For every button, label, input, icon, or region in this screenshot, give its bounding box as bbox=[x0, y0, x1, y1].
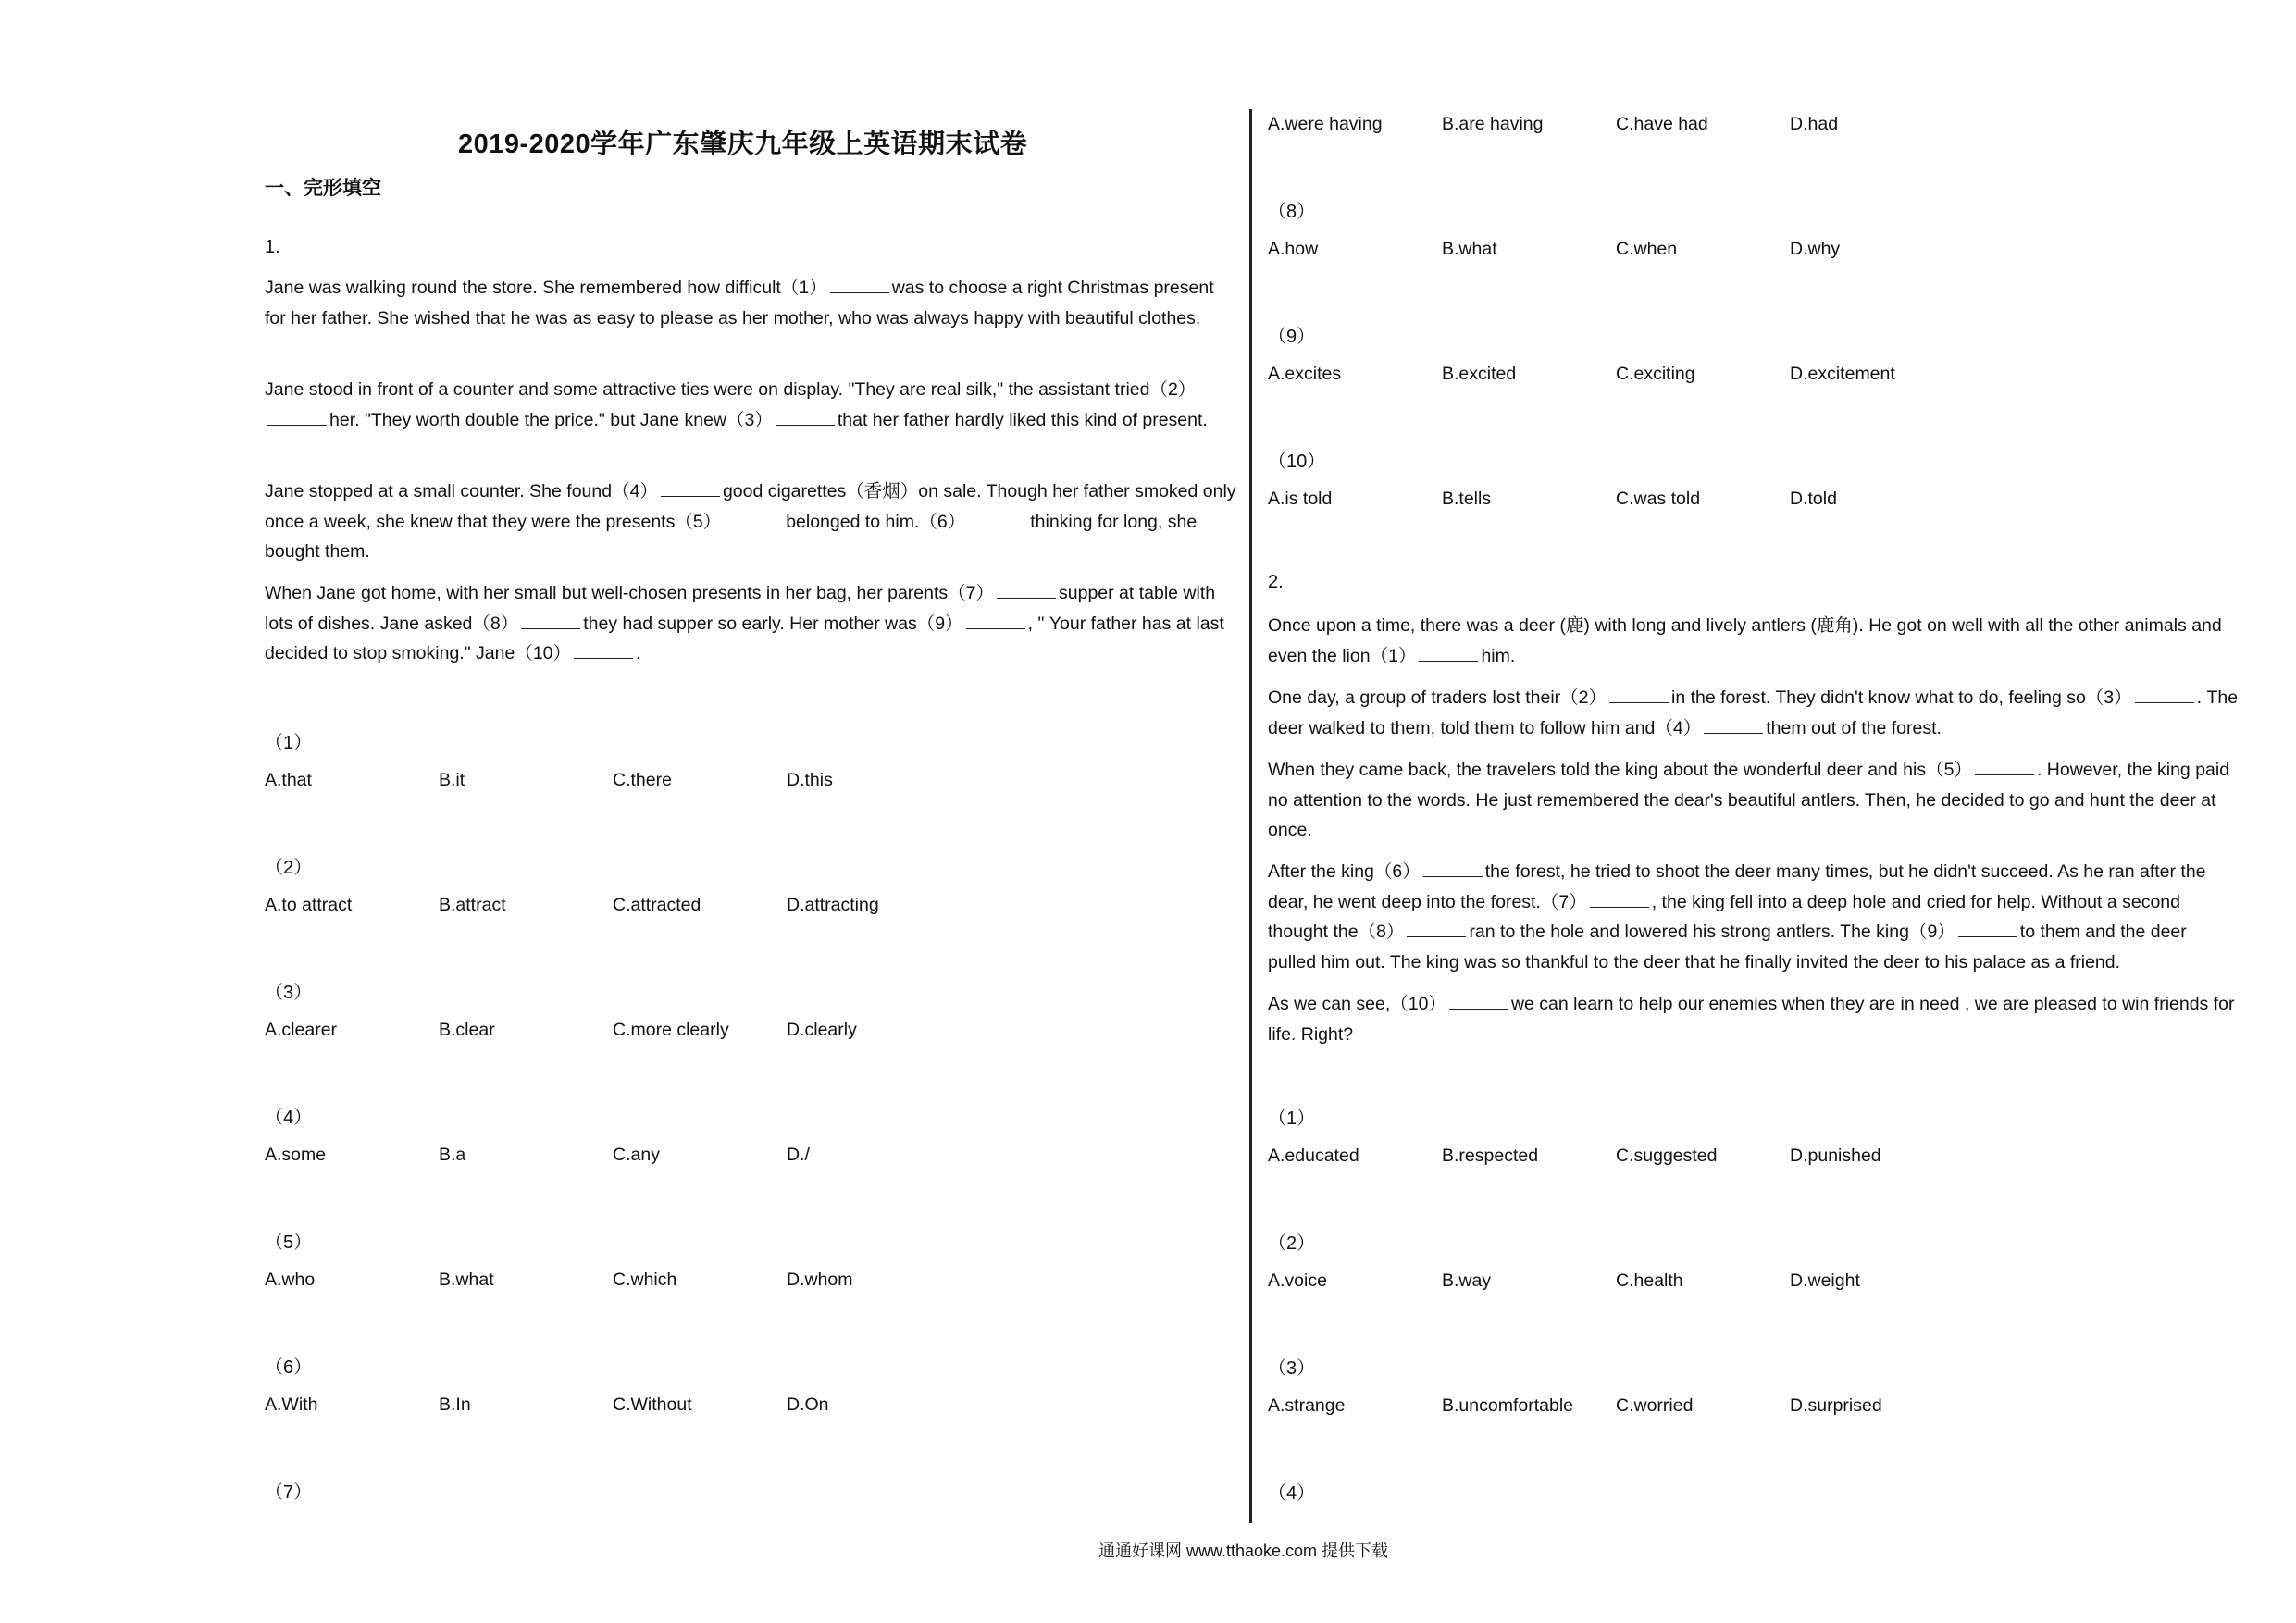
option-c[interactable]: C.which bbox=[613, 1270, 677, 1290]
option-b[interactable]: B.tells bbox=[1442, 489, 1492, 509]
option-a[interactable]: A.to attract bbox=[265, 895, 353, 915]
subquestion-label: （2） bbox=[1268, 1233, 1316, 1254]
subquestion-label: （6） bbox=[265, 1357, 313, 1378]
answer-blank bbox=[1704, 716, 1763, 734]
option-d[interactable]: D.why bbox=[1790, 239, 1841, 259]
option-c[interactable]: C.attracted bbox=[613, 895, 701, 915]
subquestion-label: （9） bbox=[1268, 327, 1316, 347]
answer-blank bbox=[1609, 686, 1669, 703]
answer-blank bbox=[1975, 758, 2034, 775]
subquestion-label: （4） bbox=[1268, 1483, 1316, 1504]
answer-blank bbox=[776, 408, 835, 426]
option-b[interactable]: B.excited bbox=[1442, 364, 1517, 384]
page-footer: 通通好课网 www.tthaoke.com 提供下载 bbox=[1098, 1542, 1389, 1560]
option-a[interactable]: A.strange bbox=[1268, 1395, 1346, 1416]
answer-blank bbox=[661, 479, 720, 497]
option-d[interactable]: D.weight bbox=[1790, 1270, 1860, 1291]
answer-blank bbox=[267, 408, 327, 426]
question-number: 1. bbox=[265, 237, 280, 257]
option-b[interactable]: B.In bbox=[439, 1394, 471, 1415]
option-a[interactable]: A.With bbox=[265, 1394, 318, 1415]
option-d[interactable]: D.On bbox=[787, 1394, 829, 1415]
option-d[interactable]: D.punished bbox=[1790, 1146, 1881, 1166]
option-b[interactable]: B.attract bbox=[439, 895, 506, 915]
page-title: 2019-2020学年广东肇庆九年级上英语期末试卷 bbox=[458, 130, 1028, 159]
subquestion-label: （10） bbox=[1268, 452, 1326, 472]
answer-blank bbox=[1407, 920, 1466, 937]
column-divider bbox=[1249, 109, 1252, 1523]
subquestion-label: （4） bbox=[265, 1108, 313, 1128]
option-a[interactable]: A.is told bbox=[1268, 489, 1333, 509]
subquestion-label: （5） bbox=[265, 1233, 313, 1253]
passage-paragraph: Jane stopped at a small counter. She found（4） good cigarettes（香烟）on sale. Though her father smoked only once a week, she knew that they were the presents（5） belonged to him.（6） thinking for long, she bought them. bbox=[265, 481, 1236, 562]
subquestion-label: （3） bbox=[265, 983, 313, 1003]
passage-paragraph: One day, a group of traders lost their（2） in the forest. They didn't know what to do, feeling so（3） . The deer walked to them, told them to follow him and（4） them out of the forest. bbox=[1268, 688, 2239, 738]
passage-paragraph: Jane stood in front of a counter and some attractive ties were on display. "They are real silk," the assistant tried（2）her. "They worth double the price." but Jane knew（3） that her father hardly liked this kind of present. bbox=[265, 379, 1208, 430]
passage-paragraph: As we can see,（10） we can learn to help our enemies when they are in need , we are pleased to win friends for life. Right? bbox=[1268, 994, 2235, 1045]
option-d[interactable]: D.this bbox=[787, 770, 833, 790]
answer-blank bbox=[968, 510, 1027, 527]
option-d[interactable]: D.excitement bbox=[1790, 364, 1895, 384]
answer-blank bbox=[2135, 686, 2194, 703]
option-d[interactable]: D.attracting bbox=[787, 895, 879, 915]
option-b[interactable]: B.uncomfortable bbox=[1442, 1395, 1573, 1416]
option-d[interactable]: D.surprised bbox=[1790, 1395, 1882, 1416]
option-c[interactable]: C.health bbox=[1616, 1270, 1683, 1291]
subquestion-label: （8） bbox=[1268, 202, 1316, 222]
option-a[interactable]: A.voice bbox=[1268, 1270, 1327, 1291]
passage-paragraph: Once upon a time, there was a deer (鹿) with long and lively antlers (鹿角). He got on well with all the other animals and even the lion（1） him. bbox=[1268, 615, 2222, 666]
passage-paragraph: Jane was walking round the store. She remembered how difficult（1） was to choose a right Christmas present for her father. She wished that he was as easy to please as her mother, who was always happy with beautiful clothes. bbox=[265, 278, 1214, 328]
option-b[interactable]: B.what bbox=[1442, 239, 1497, 259]
option-c[interactable]: C.any bbox=[613, 1145, 660, 1165]
subquestion-label: （1） bbox=[1268, 1109, 1316, 1129]
answer-blank bbox=[966, 612, 1025, 629]
option-b[interactable]: B.respected bbox=[1442, 1146, 1539, 1166]
subquestion-label: （2） bbox=[265, 858, 313, 878]
option-c[interactable]: C.there bbox=[613, 770, 672, 790]
option-a[interactable]: A.that bbox=[265, 770, 312, 790]
option-a[interactable]: A.who bbox=[265, 1270, 316, 1290]
section-heading: 一、完形填空 bbox=[265, 178, 381, 199]
answer-blank bbox=[1958, 920, 2017, 937]
option-a[interactable]: A.clearer bbox=[265, 1020, 338, 1040]
option-b[interactable]: B.way bbox=[1442, 1270, 1492, 1291]
option-b[interactable]: B.what bbox=[439, 1270, 494, 1290]
answer-blank bbox=[830, 276, 889, 293]
option-c[interactable]: C.was told bbox=[1616, 489, 1701, 509]
passage-paragraph: After the king（6） the forest, he tried to shoot the deer many times, but he didn't succeed. As he ran after the dear, he went deep into the forest.（7） , the king fell into a deep hole and cried for help. Without a second thought the（8） ran to the hole and lowered his strong antlers. The king（9） to them and the deer pulled him out. The king was so thankful to the deer that he finally invited the deer to his palace as a friend. bbox=[1268, 861, 2206, 973]
passage-paragraph: When they came back, the travelers told the king about the wonderful deer and his（5） . However, the king paid no attention to the words. He just remembered the dear's beautiful antlers. Then, he decided to go and hunt the deer at once. bbox=[1268, 760, 2230, 840]
option-b[interactable]: B.a bbox=[439, 1145, 466, 1165]
option-a[interactable]: A.were having bbox=[1268, 114, 1383, 134]
option-d[interactable]: D.whom bbox=[787, 1270, 853, 1290]
subquestion-label: （7） bbox=[265, 1482, 313, 1503]
option-a[interactable]: A.some bbox=[265, 1145, 327, 1165]
passage-paragraph: When Jane got home, with her small but well-chosen presents in her bag, her parents（7） supper at table with lots of dishes. Jane asked（8） they had supper so early. Her mother was（9） , " Your father has at last decided to stop smoking." Jane（10） . bbox=[265, 583, 1224, 663]
option-a[interactable]: A.educated bbox=[1268, 1146, 1359, 1166]
answer-blank bbox=[574, 641, 633, 659]
option-c[interactable]: C.exciting bbox=[1616, 364, 1695, 384]
option-c[interactable]: C.more clearly bbox=[613, 1020, 729, 1040]
answer-blank bbox=[1449, 992, 1508, 1010]
answer-blank bbox=[521, 612, 580, 629]
option-b[interactable]: B.are having bbox=[1442, 114, 1544, 134]
option-d[interactable]: D.clearly bbox=[787, 1020, 857, 1040]
option-c[interactable]: C.when bbox=[1616, 239, 1678, 259]
option-d[interactable]: D.had bbox=[1790, 114, 1839, 134]
option-c[interactable]: C.worried bbox=[1616, 1395, 1694, 1416]
answer-blank bbox=[1590, 890, 1649, 908]
option-d[interactable]: D./ bbox=[787, 1145, 810, 1165]
option-d[interactable]: D.told bbox=[1790, 489, 1837, 509]
option-b[interactable]: B.it bbox=[439, 770, 465, 790]
option-c[interactable]: C.suggested bbox=[1616, 1146, 1718, 1166]
option-b[interactable]: B.clear bbox=[439, 1020, 495, 1040]
answer-blank bbox=[1419, 644, 1478, 662]
option-a[interactable]: A.how bbox=[1268, 239, 1319, 259]
subquestion-label: （1） bbox=[265, 733, 313, 753]
option-a[interactable]: A.excites bbox=[1268, 364, 1342, 384]
option-c[interactable]: C.have had bbox=[1616, 114, 1708, 134]
question-number: 2. bbox=[1268, 572, 1284, 592]
answer-blank bbox=[997, 581, 1056, 599]
answer-blank bbox=[1423, 860, 1483, 877]
answer-blank bbox=[724, 510, 783, 527]
subquestion-label: （3） bbox=[1268, 1358, 1316, 1379]
option-c[interactable]: C.Without bbox=[613, 1394, 692, 1415]
